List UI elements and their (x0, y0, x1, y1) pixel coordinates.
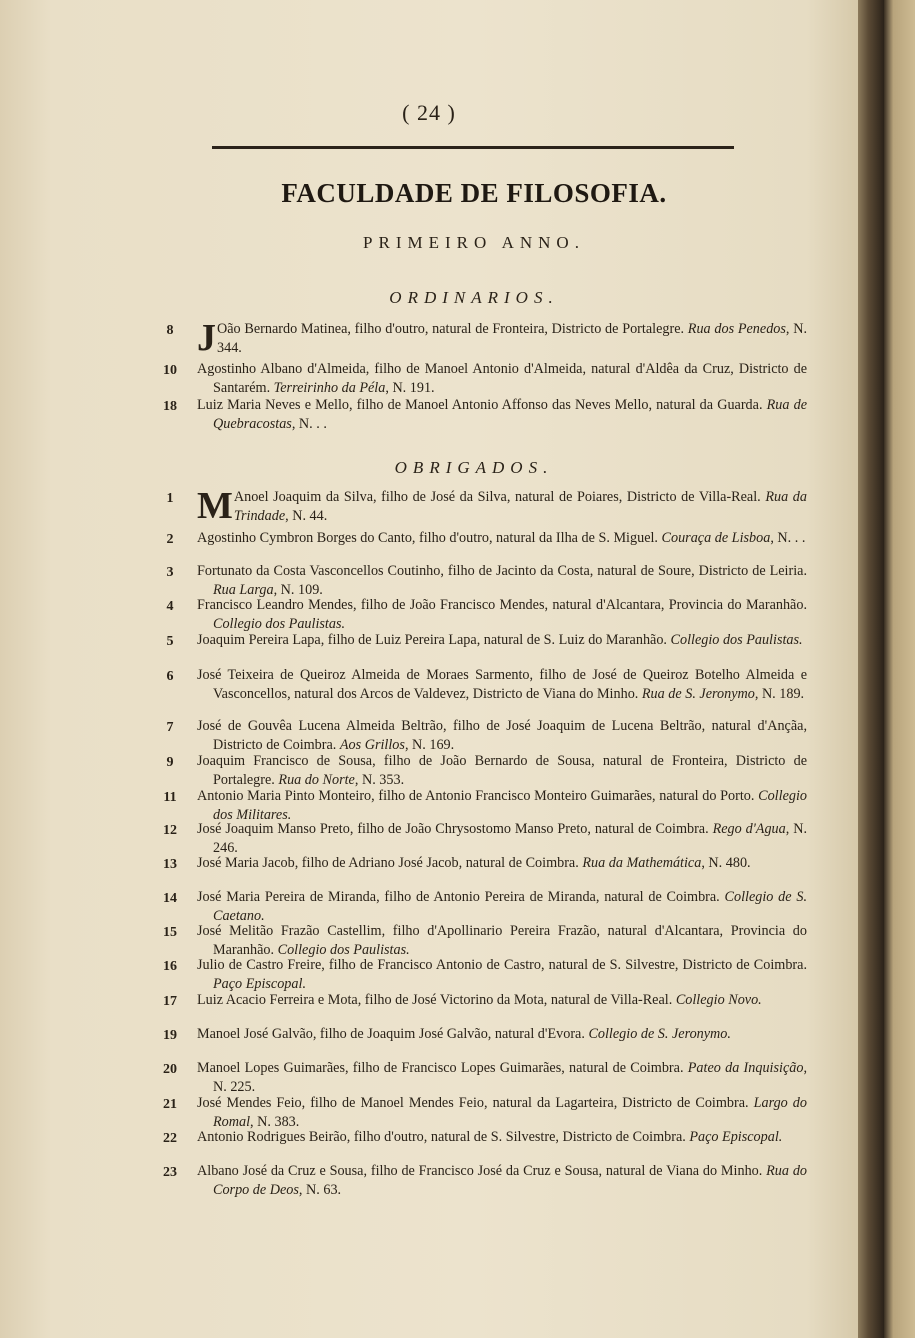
entry-number: 9 (166, 755, 174, 770)
list-item (157, 752, 807, 790)
list-item (157, 562, 807, 600)
entry-text: Luiz Maria Neves e Mello, filho de Manoel Antonio Affonso das Neves Mello, natural da Guarda. (197, 397, 763, 413)
entry-tail: , N. 246. (213, 821, 807, 856)
list-item (157, 666, 807, 704)
drop-cap: J (197, 317, 216, 359)
entry-text: Joaquim Pereira Lapa, filho de Luiz Pereira Lapa, natural de S. Luiz do Maranhão. (197, 632, 667, 648)
entry-number: 6 (166, 669, 174, 684)
entry-tail: , N. 480. (701, 855, 751, 871)
section-heading-ordinarios: ORDINARIOS. (389, 288, 559, 307)
entry-text: José Joaquim Manso Preto, filho de João Chrysostomo Manso Preto, natural de Coimbra. (197, 821, 709, 837)
entry-tail: , N. 383. (250, 1114, 300, 1130)
entry-number: 11 (163, 790, 177, 805)
entry-address: Terreirinho da Péla (273, 380, 386, 396)
entry-text: Oão Bernardo Matinea, filho d'outro, natural de Fronteira, Districto de Portalegre. (217, 321, 685, 337)
entry-text: Francisco Leandro Mendes, filho de João Francisco Mendes, natural d'Alcantara, Provincia do Maranhão. (197, 597, 807, 613)
entry-tail: , N. 63. (298, 1182, 342, 1198)
entry-text: José Maria Jacob, filho de Adriano José Jacob, natural de Coimbra. (197, 855, 579, 871)
entry-address: Rego d'Agua (712, 821, 786, 837)
entry-text: Julio de Castro Freire, filho de Francisco Antonio de Castro, natural de S. Silvestre, Districto de Coimbra. (197, 957, 807, 973)
entry-text: Agostinho Cymbron Borges do Canto, filho d'outro, natural da Ilha de S. Miguel. (197, 530, 658, 546)
entry-number: 8 (166, 323, 174, 338)
entry-address: Rua da Mathemática (582, 855, 702, 871)
list-item (157, 991, 807, 1010)
list-item (157, 1094, 807, 1132)
entry-tail: , N. 169. (404, 737, 455, 753)
entry-text: Joaquim Francisco de Sousa, filho de João Bernardo de Sousa, natural de Fronteira, Districto de Portalegre. (197, 753, 807, 788)
list-item (157, 396, 807, 434)
entry-tail: , N. 44. (285, 508, 328, 524)
entry-number: 4 (166, 599, 174, 614)
list-item (157, 956, 807, 994)
entry-number: 13 (163, 857, 177, 872)
entry-address: Rua de S. Jeronymo (641, 686, 755, 702)
list-item (157, 360, 807, 398)
year-subtitle: PRIMEIRO ANNO. (363, 233, 585, 252)
list-item (157, 596, 807, 634)
entry-tail: , N. . . (770, 530, 806, 546)
entry-address: Largo do Romal (213, 1095, 807, 1130)
entry-number: 14 (163, 891, 177, 906)
entry-text: José de Gouvêa Lucena Almeida Beltrão, filho de José Joaquim de Lucena Beltrão, natural d'Ançãa, Districto de Coimbra. (197, 718, 807, 753)
entry-number: 19 (163, 1028, 177, 1043)
entry-number: 5 (166, 634, 174, 649)
list-item (157, 317, 808, 359)
list-item (157, 631, 807, 650)
entry-number: 2 (166, 532, 174, 547)
entry-text: José Melitão Frazão Castellim, filho d'Apollinario Pereira Frazão, natural d'Alcantara, Provincia do Maranhão. (197, 923, 807, 958)
list-item (157, 485, 807, 527)
entry-address: Collegio dos Militares. (213, 788, 807, 823)
entry-number: 1 (166, 491, 174, 506)
entry-address: Rua Larga (213, 582, 274, 598)
adjacent-page-edge (884, 0, 915, 1338)
entry-number: 12 (163, 823, 177, 838)
list-item (157, 717, 807, 755)
page-title: FACULDADE DE FILOSOFIA. (281, 178, 667, 208)
entry-tail: , N. 225. (213, 1060, 807, 1095)
entry-address: Collegio dos Paulistas. (213, 616, 346, 632)
entry-address: Rua dos Penedos (687, 321, 786, 337)
entry-text: José Mendes Feio, filho de Manoel Mendes Feio, natural da Lagarteira, Districto de Coimbra. (197, 1095, 749, 1111)
entry-tail: , N. 109. (273, 582, 323, 598)
entry-text: Luiz Acacio Ferreira e Mota, filho de José Victorino da Mota, natural de Villa-Real. (197, 992, 673, 1008)
entry-number: 20 (163, 1062, 177, 1077)
entry-tail: , N. 344. (217, 321, 808, 356)
list-item (157, 922, 807, 960)
entry-number: 7 (166, 720, 174, 735)
entry-address: Collegio de S. Caetano. (213, 889, 807, 924)
entry-tail: , N. 191. (385, 380, 435, 396)
list-item (157, 888, 807, 926)
entry-text: Antonio Rodrigues Beirão, filho d'outro, natural de S. Silvestre, Districto de Coimbra. (197, 1129, 686, 1145)
entry-number: 16 (163, 959, 177, 974)
entry-address: Collegio de S. Jeronymo. (588, 1026, 731, 1042)
entry-number: 10 (163, 363, 177, 378)
list-item (157, 1162, 807, 1200)
entry-address: Collegio dos Paulistas. (277, 942, 410, 958)
header-rule (212, 146, 734, 149)
entry-text: Fortunato da Costa Vasconcellos Coutinho, filho de Jacinto da Costa, natural de Soure, Districto de Leiria. (197, 563, 807, 579)
drop-cap: M (197, 485, 233, 527)
entry-text: Manoel José Galvão, filho de Joaquim José Galvão, natural d'Evora. (197, 1026, 585, 1042)
entry-text: Agostinho Albano d'Almeida, filho de Manoel Antonio d'Almeida, natural d'Aldêa da Cruz, Districto de Santarém. (197, 361, 807, 396)
entry-address: Rua da Trindade (233, 489, 807, 524)
section-heading-obrigados: OBRIGADOS. (394, 458, 554, 477)
entry-tail: , N. . . (291, 416, 327, 432)
list-item (157, 1059, 807, 1097)
entry-text: Albano José da Cruz e Sousa, filho de Francisco José da Cruz e Sousa, natural de Viana do Minho. (197, 1163, 763, 1179)
page-number: ( 24 ) (402, 100, 456, 125)
entry-number: 3 (166, 565, 174, 580)
list-item (157, 1128, 807, 1147)
entry-text: Antonio Maria Pinto Monteiro, filho de Antonio Francisco Monteiro Guimarães, natural do Porto. (197, 788, 755, 804)
entry-address: Rua do Corpo de Deos (213, 1163, 808, 1198)
entry-tail: , N. 353. (354, 772, 405, 788)
entry-address: Rua do Norte (278, 772, 355, 788)
entry-address: Aos Grillos (339, 737, 405, 753)
entry-number: 21 (163, 1097, 177, 1112)
entry-address: Pateo da Inquisição (687, 1060, 804, 1076)
entry-address: Couraça de Lisboa (661, 530, 771, 546)
entry-number: 22 (163, 1131, 177, 1146)
entry-tail: , N. 189. (754, 686, 805, 702)
entry-address: Paço Episcopal. (213, 976, 306, 992)
book-gutter (858, 0, 884, 1338)
entry-text: Anoel Joaquim da Silva, filho de José da Silva, natural de Poiares, Districto de Villa-Real. (233, 489, 761, 505)
entry-number: 18 (163, 399, 177, 414)
list-item (157, 820, 807, 858)
list-item (157, 854, 807, 873)
list-item (157, 529, 807, 548)
entry-number: 17 (163, 994, 177, 1009)
entry-number: 15 (163, 925, 177, 940)
entry-address: Rua de Quebracostas (213, 397, 807, 432)
entry-address: Collegio dos Paulistas. (670, 632, 803, 648)
entry-text: Manoel Lopes Guimarães, filho de Francisco Lopes Guimarães, natural de Coimbra. (197, 1060, 684, 1076)
entry-text: José Maria Pereira de Miranda, filho de Antonio Pereira de Miranda, natural de Coimbra. (197, 889, 720, 905)
entry-address: Collegio Novo. (675, 992, 762, 1008)
list-item (157, 1025, 807, 1044)
entry-number: 23 (163, 1165, 177, 1180)
entry-address: Paço Episcopal. (689, 1129, 783, 1145)
entry-text: José Teixeira de Queiroz Almeida de Moraes Sarmento, filho de José de Queiroz Botelho Almeida e Vasconcellos, natural dos Arcos de Valdevez, Districto de Viana do Minho. (197, 667, 807, 702)
